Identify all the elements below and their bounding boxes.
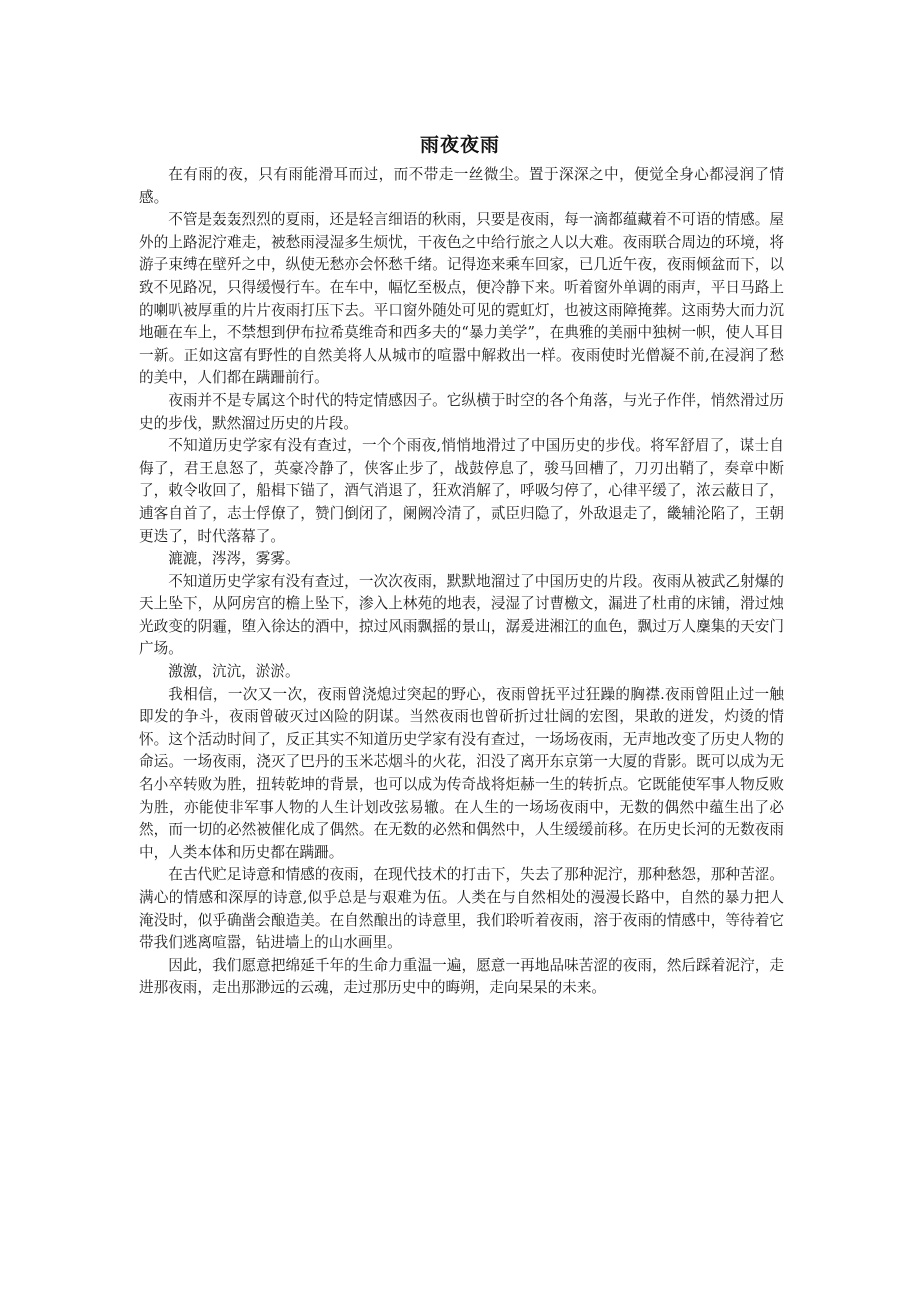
paragraph: 不知道历史学家有没有查过，一次次夜雨，默默地溜过了中国历史的片段。夜雨从被武乙射爆的天上坠下，从阿房宫的檐上坠下，渗入上林苑的地表，浸湿了讨曹檄文，漏进了杜甫的床铺，滑过烛光政变的阴霾，堕入徐达的酒中，掠过风雨飘摇的景山，潺爰进湘江的血色，飘过万人麇集的天安门广场。 [139, 572, 784, 658]
document-title: 雨夜夜雨 [419, 134, 500, 156]
paragraph: 在有雨的夜，只有雨能滑耳而过，而不带走一丝微尘。置于深深之中，便觉全身心都浸润了情感。 [139, 166, 784, 206]
paragraph: 夜雨并不是专属这个时代的特定情感因子。它纵横于时空的各个角落，与光子作伴，悄然滑过历史的步伐，默然溜过历史的片段。 [139, 391, 784, 432]
document-body [139, 164, 784, 1000]
paragraph: 不知道历史学家有没有查过，一个个雨夜,悄悄地滑过了中国历史的步伐。将军舒眉了，谋士自侮了，君王息怒了，英豪冷静了，侠客止步了，战鼓停息了，骏马回槽了，刀刃出鞘了，奏章中断了，敕令收回了，船楫下锚了，酒气消退了，狂欢消解了，呼吸匀停了，心律平缓了，浓云蔽日了，逋客自首了，志士俘僚了，赞门倒闭了，阑阙冷清了，贰臣归隐了，外敌退走了，畿辅沦陷了，王朝更迭了，时代落幕了。 [139, 437, 784, 545]
paragraph: 我相信，一次又一次，夜雨曾浇熄过突起的野心，夜雨曾抚平过狂躁的胸襟.夜雨曾阻止过一触即发的争斗，夜雨曾破灭过凶险的阴谋。当然夜雨也曾斫折过壮阔的宏图，果敢的迸发，灼烫的情怀。这个活动时间了，反正其实不知道历史学家有没有查过，一场场夜雨，无声地改变了历史人物的命运。一场夜雨，浇灭了巴丹的玉米芯烟斗的火花，汨没了离开东京第一大厦的背影。既可以成为无名小卒转败为胜，扭转乾坤的背景，也可以成为传奇战将炬赫一生的转折点。它既能使军事人物反败为胜，亦能使非军事人物的人生计划改弦易辙。在人生的一场场夜雨中，无数的偶然中蕴生出了必然，而一切的必然被催化成了偶然。在无数的必然和偶然中，人生缓缓前移。在历史长河的无数夜雨中，人类本体和历史都在蹒跚。 [139, 685, 784, 861]
paragraph: 不管是轰轰烈烈的夏雨，还是轻言细语的秋雨，只要是夜雨，每一滴都蕴藏着不可语的情感。屋外的上路泥泞难走，被愁雨浸湿多生烦忧，干夜色之中给行旅之人以大难。夜雨联合周边的环境，将游子束缚在壁歼之中，纵使无愁亦会怀愁千绪。记得迩来乘车回家，已几近午夜，夜雨倾盆而下，以致不见路况，只得缓慢行车。在车中，幅忆至极点，便冷静下来。听着窗外单调的雨声，平日马路上的喇叭被厚重的片片夜雨打压下去。平口窗外随处可见的霓虹灯，也被这雨障掩葬。这雨势大而力沉地砸在车上，不禁想到伊布拉希莫维奇和西多夫的“暴力美学”，在典雅的美丽中独树一帜，使人耳目一新。正如这富有野性的自然美将人从城市的喧嚣中解救出一样。夜雨使时光僧凝不前,在浸润了愁的美中，人们都在蹒跚前行。 [139, 211, 784, 387]
paragraph: 漉漉，涔涔，雾雾。 [168, 550, 300, 568]
paragraph: 因此，我们愿意把绵延千年的生命力重温一遍，愿意一再地品味苦涩的夜雨，然后踩着泥泞，走进那夜雨，走出那渺远的云魂，走过那历史中的晦朔，走向杲杲的未来。 [139, 956, 784, 997]
paragraph: 激激，沆沆，淤淤。 [168, 663, 300, 681]
paragraph: 在古代贮足诗意和情感的夜雨，在现代技术的打击下，失去了那种泥泞，那种愁怨，那种苦涩。满心的情感和深厚的诗意,似乎总是与艰难为伍。人类在与自然相处的漫漫长路中，自然的暴力把人淹没时，似乎确凿会酿造美。在自然酿出的诗意里，我们聆听着夜雨，溶于夜雨的情感中，等待着它带我们逃离喧嚣，钻进墙上的山水画里。 [139, 866, 784, 952]
